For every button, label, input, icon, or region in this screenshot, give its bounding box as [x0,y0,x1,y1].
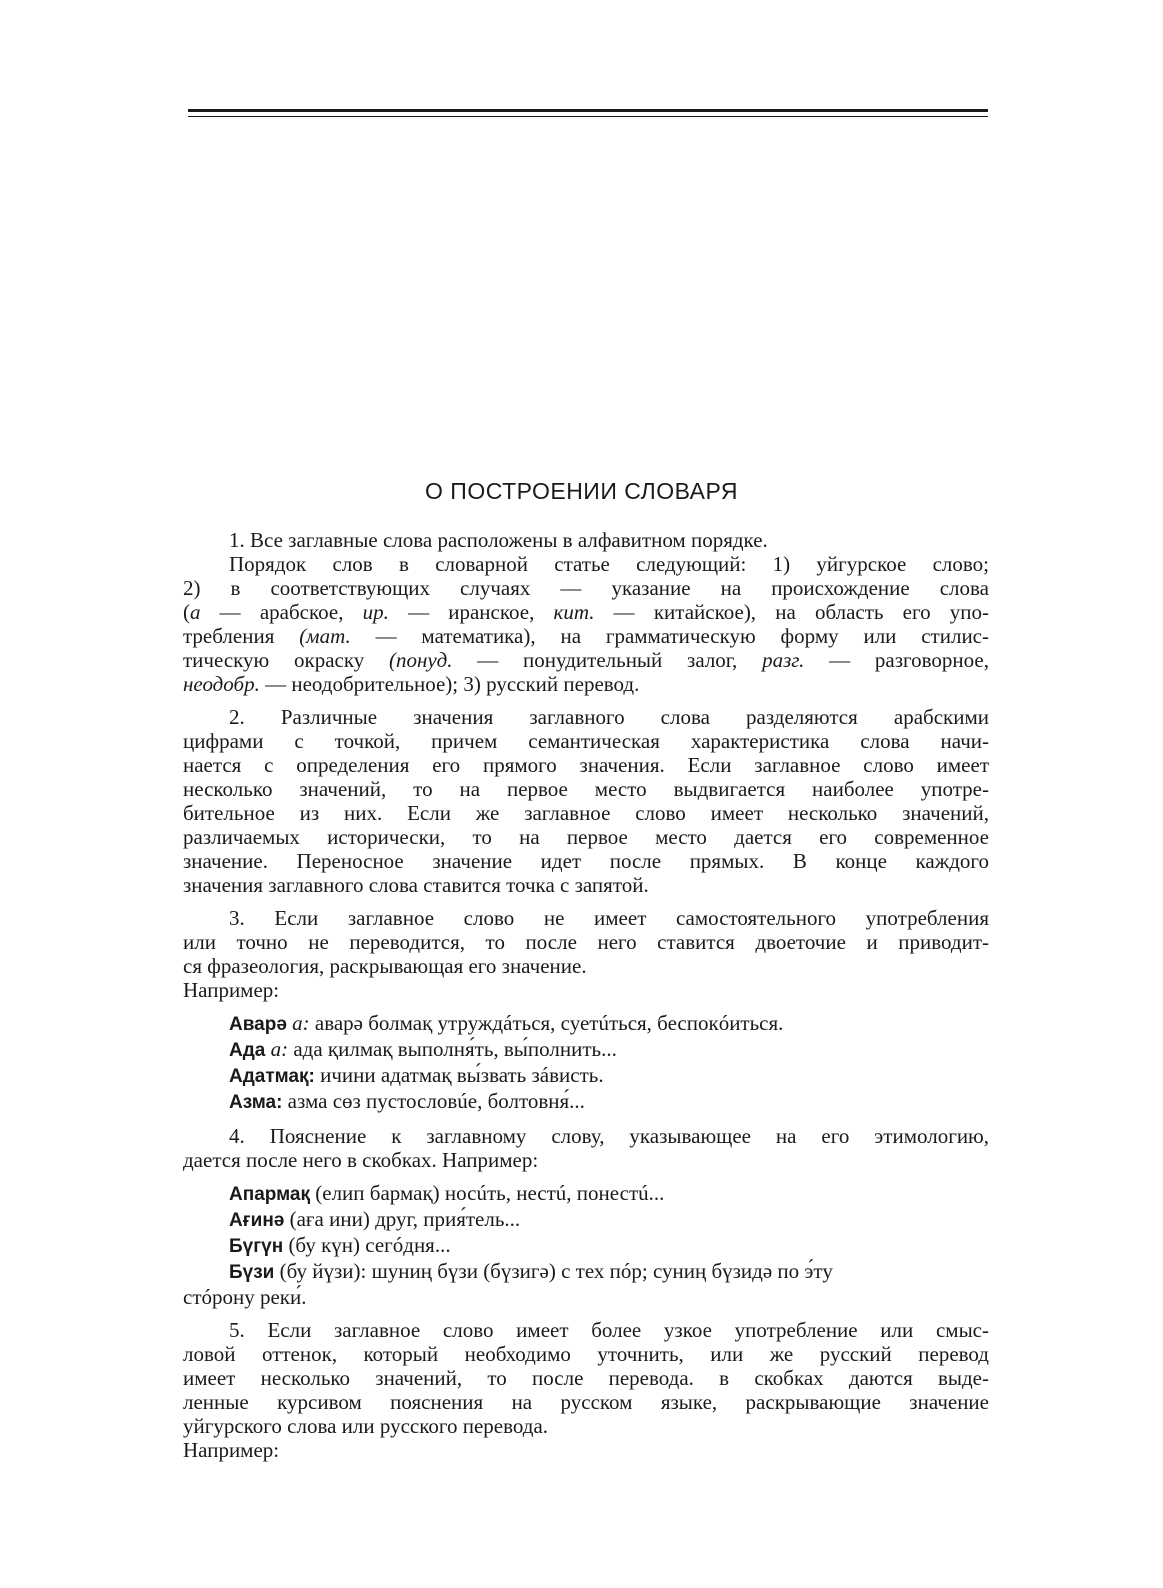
section-2-line: цифрами с точкой, причем семантическая характеристика слова начи- [183,729,989,753]
order-line: Порядок слов в словарной статье следующий: 1) уйгурское слово; [229,552,989,576]
order-line: требления (мат. — математика), на грамматическую форму или стилис- [183,624,989,648]
order-line: (а — арабское, ир. — иранское, кит. — китайское), на область его упо- [183,600,989,624]
section-3-line: или точно не переводится, то после него ставится двоеточие и приводит- [183,930,989,954]
section-2-line: несколько значений, то на первое место выдвигается наиболее употре- [183,777,989,801]
section-2-line: различаемых исторически, то на первое место дается его современное [183,825,989,849]
section-1-line: 1. Все заглавные слова расположены в алфавитном порядке. [229,528,768,552]
example-label: Например: [183,978,280,1002]
dictionary-example: Ада а: ада қилмақ выполня́ть, вы́полнить... [229,1037,617,1061]
order-line: 2) в соответствующих случаях — указание на происхождение слова [183,576,989,600]
dictionary-example: Адатмақ: ичини адатмақ вы́звать зáвисть. [229,1063,604,1087]
section-5-line: ленные курсивом пояснения на русском языке, раскрывающие значение [183,1390,989,1414]
order-line: неодобр. — неодобрительное); 3) русский перевод. [183,672,640,696]
section-5-line: 5. Если заглавное слово имеет более узкое употребление или смыс- [229,1318,989,1342]
header-rule-thick [188,109,988,112]
dictionary-example: Ағинә (аға ини) друг, прия́тель... [229,1207,521,1231]
example-label: Например: [183,1438,280,1462]
section-2-line: нается с определения его прямого значения. Если заглавное слово имеет [183,753,989,777]
page-title: О ПОСТРОЕНИИ СЛОВАРЯ [425,478,738,504]
dictionary-example: Бүгүн (бу күн) сегóдня... [229,1233,451,1257]
body-text [183,528,989,1462]
section-2-line: 2. Различные значения заглавного слова разделяются арабскими [229,705,989,729]
section-2-line: значение. Переносное значение идет после прямых. В конце каждого [183,849,989,873]
header-rule-thin [188,116,988,117]
section-2-line: значения заглавного слова ставится точка с запятой. [183,873,649,897]
section-2-line: бительное из них. Если же заглавное слово имеет несколько значений, [183,801,989,825]
section-5-line: ловой оттенок, который необходимо уточнить, или же русский перевод [183,1342,989,1366]
order-line: тическую окраску (понуд. — понудительный залог, разг. — разговорное, [183,648,989,672]
dictionary-example: Бүзи (бу йүзи): шуниң бүзи (бүзигә) с тех пóр; суниң бүзидә по э́ту [229,1259,833,1283]
dictionary-example: Азма: азма сөз пустословúе, болтовня́... [229,1089,585,1113]
section-3-line: 3. Если заглавное слово не имеет самостоятельного употребления [229,906,989,930]
section-4-line: дается после него в скобках. Например: [183,1148,539,1172]
section-5-line: уйгурского слова или русского перевода. [183,1414,549,1438]
section-5-line: имеет несколько значений, то после перевода. в скобках даются выде- [183,1366,989,1390]
section-4-line: 4. Пояснение к заглавному слову, указывающее на его этимологию, [229,1124,989,1148]
dictionary-example: Апармақ (елип бармақ) носúть, нестú, понестú... [229,1181,665,1205]
dictionary-example-continuation: стóрону реки́. [183,1285,307,1309]
section-3-line: ся фразеология, раскрывающая его значение. [183,954,587,978]
dictionary-example: Аварә а: аварә болмақ утруждáться, суетúться, беспокóиться. [229,1011,784,1035]
